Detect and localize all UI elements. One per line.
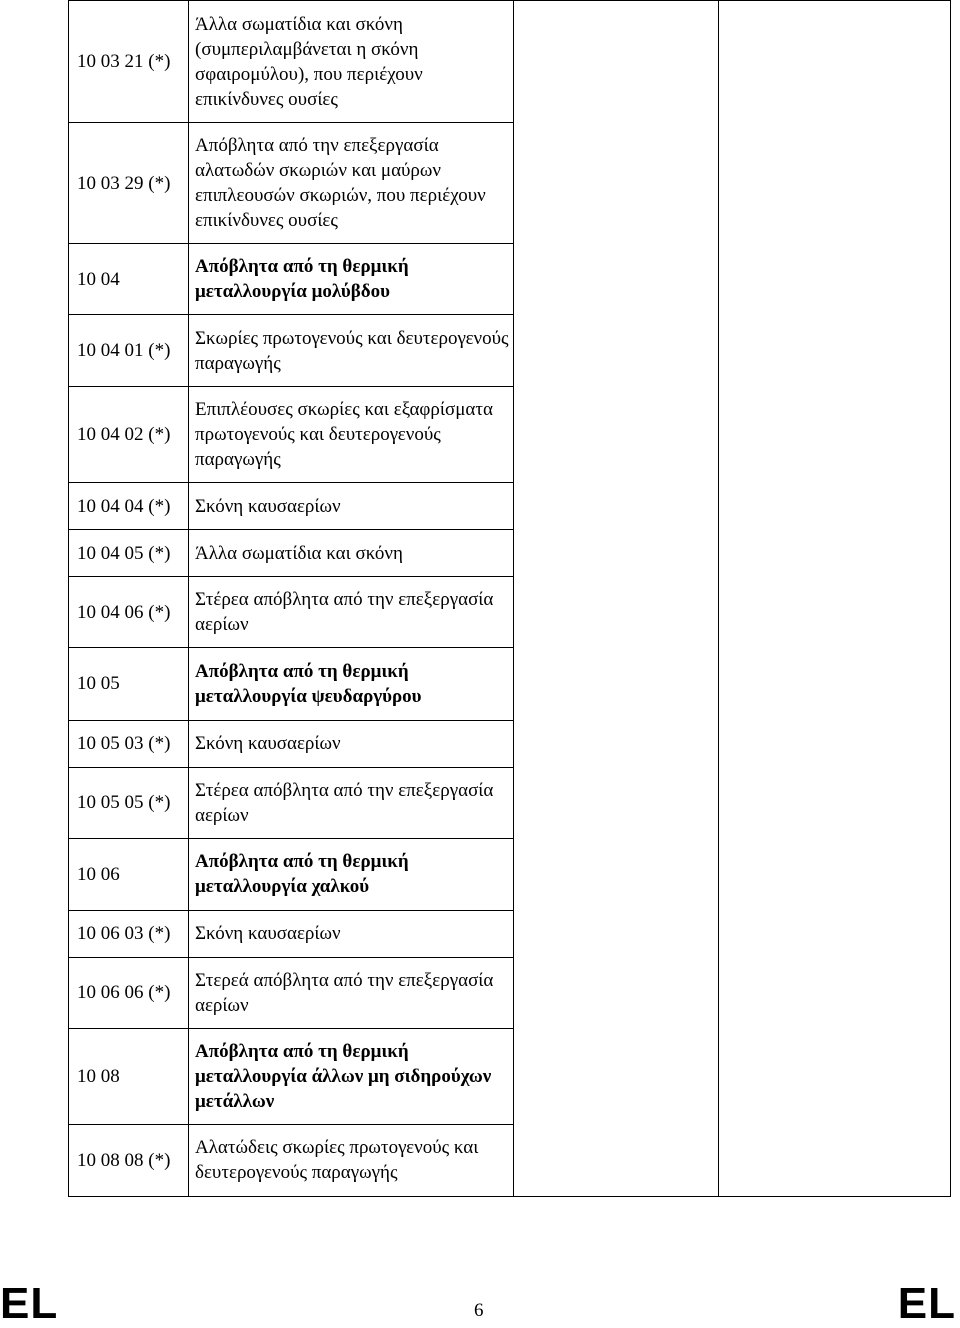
waste-description-cell: Αλατώδεις σκωρίες πρωτογενούς και δευτερογενούς παραγωγής [189, 1124, 514, 1196]
empty-cell [719, 838, 951, 910]
empty-cell [514, 387, 719, 483]
empty-cell [719, 1124, 951, 1196]
footer-language-label-left: EL [0, 1279, 59, 1328]
waste-description-cell: Στέρεα απόβλητα από την επεξεργασία αερίων [189, 577, 514, 648]
waste-section-code-cell: 10 08 [69, 1028, 189, 1124]
empty-cell [514, 315, 719, 387]
table-row [69, 123, 951, 244]
empty-cell [514, 1028, 719, 1124]
table-row [69, 1028, 951, 1124]
empty-cell [514, 244, 719, 315]
waste-code-cell: 10 06 06 (*) [69, 957, 189, 1028]
table-row [69, 957, 951, 1028]
empty-cell [719, 720, 951, 767]
waste-code-cell: 10 06 03 (*) [69, 910, 189, 957]
table-row [69, 1124, 951, 1196]
empty-cell [719, 244, 951, 315]
waste-description-cell: Απόβλητα από την επεξεργασία αλατωδών σκωριών και μαύρων επιπλεουσών σκωριών, που περιέχουν επικίνδυνες ουσίες [189, 123, 514, 244]
empty-cell [514, 483, 719, 530]
empty-cell [719, 577, 951, 648]
waste-description-cell: Στερεά απόβλητα από την επεξεργασία αερίων [189, 957, 514, 1028]
table-row [69, 244, 951, 315]
empty-cell [514, 123, 719, 244]
empty-cell [719, 1028, 951, 1124]
empty-cell [719, 910, 951, 957]
waste-description-cell: Άλλα σωματίδια και σκόνη [189, 530, 514, 577]
empty-cell [514, 720, 719, 767]
waste-section-title-cell: Απόβλητα από τη θερμική μεταλλουργία άλλων μη σιδηρούχων μετάλλων [189, 1028, 514, 1124]
waste-description-cell: Στέρεα απόβλητα από την επεξεργασία αερίων [189, 767, 514, 838]
waste-section-code-cell: 10 04 [69, 244, 189, 315]
waste-description-cell: Σκόνη καυσαερίων [189, 720, 514, 767]
waste-description-cell: Άλλα σωματίδια και σκόνη (συμπεριλαμβάνεται η σκόνη σφαιρομύλου), που περιέχουν επικίνδυνες ουσίες [189, 1, 514, 123]
waste-code-cell: 10 04 04 (*) [69, 483, 189, 530]
waste-code-cell: 10 04 06 (*) [69, 577, 189, 648]
waste-section-code-cell: 10 06 [69, 838, 189, 910]
table-row [69, 910, 951, 957]
empty-cell [514, 530, 719, 577]
table-row [69, 720, 951, 767]
table-row [69, 387, 951, 483]
waste-code-cell: 10 03 29 (*) [69, 123, 189, 244]
waste-section-title-cell: Απόβλητα από τη θερμική μεταλλουργία μολύβδου [189, 244, 514, 315]
empty-cell [719, 387, 951, 483]
waste-code-cell: 10 04 05 (*) [69, 530, 189, 577]
waste-codes-table-body [69, 1, 951, 1197]
waste-code-cell: 10 03 21 (*) [69, 1, 189, 123]
waste-description-cell: Σκόνη καυσαερίων [189, 910, 514, 957]
waste-section-title-cell: Απόβλητα από τη θερμική μεταλλουργία ψευδαργύρου [189, 648, 514, 720]
waste-description-cell: Επιπλέουσες σκωρίες και εξαφρίσματα πρωτογενούς και δευτερογενούς παραγωγής [189, 387, 514, 483]
waste-code-cell: 10 05 03 (*) [69, 720, 189, 767]
waste-codes-table [68, 0, 951, 1197]
empty-cell [514, 1, 719, 123]
table-row [69, 315, 951, 387]
empty-cell [719, 648, 951, 720]
waste-description-cell: Σκόνη καυσαερίων [189, 483, 514, 530]
empty-cell [514, 838, 719, 910]
empty-cell [514, 1124, 719, 1196]
table-row [69, 767, 951, 838]
empty-cell [719, 483, 951, 530]
table-row [69, 648, 951, 720]
page-number: 6 [474, 1300, 484, 1321]
empty-cell [719, 123, 951, 244]
waste-code-cell: 10 04 01 (*) [69, 315, 189, 387]
table-row [69, 577, 951, 648]
empty-cell [514, 577, 719, 648]
empty-cell [719, 1, 951, 123]
waste-section-title-cell: Απόβλητα από τη θερμική μεταλλουργία χαλκού [189, 838, 514, 910]
empty-cell [514, 767, 719, 838]
empty-cell [719, 767, 951, 838]
waste-code-cell: 10 08 08 (*) [69, 1124, 189, 1196]
waste-section-code-cell: 10 05 [69, 648, 189, 720]
empty-cell [719, 530, 951, 577]
table-row [69, 838, 951, 910]
empty-cell [719, 957, 951, 1028]
waste-code-cell: 10 04 02 (*) [69, 387, 189, 483]
footer-language-label-right: EL [897, 1279, 956, 1328]
waste-description-cell: Σκωρίες πρωτογενούς και δευτερογενούς παραγωγής [189, 315, 514, 387]
empty-cell [514, 910, 719, 957]
empty-cell [719, 315, 951, 387]
empty-cell [514, 957, 719, 1028]
waste-code-cell: 10 05 05 (*) [69, 767, 189, 838]
table-row [69, 530, 951, 577]
table-row [69, 1, 951, 123]
empty-cell [514, 648, 719, 720]
table-row [69, 483, 951, 530]
